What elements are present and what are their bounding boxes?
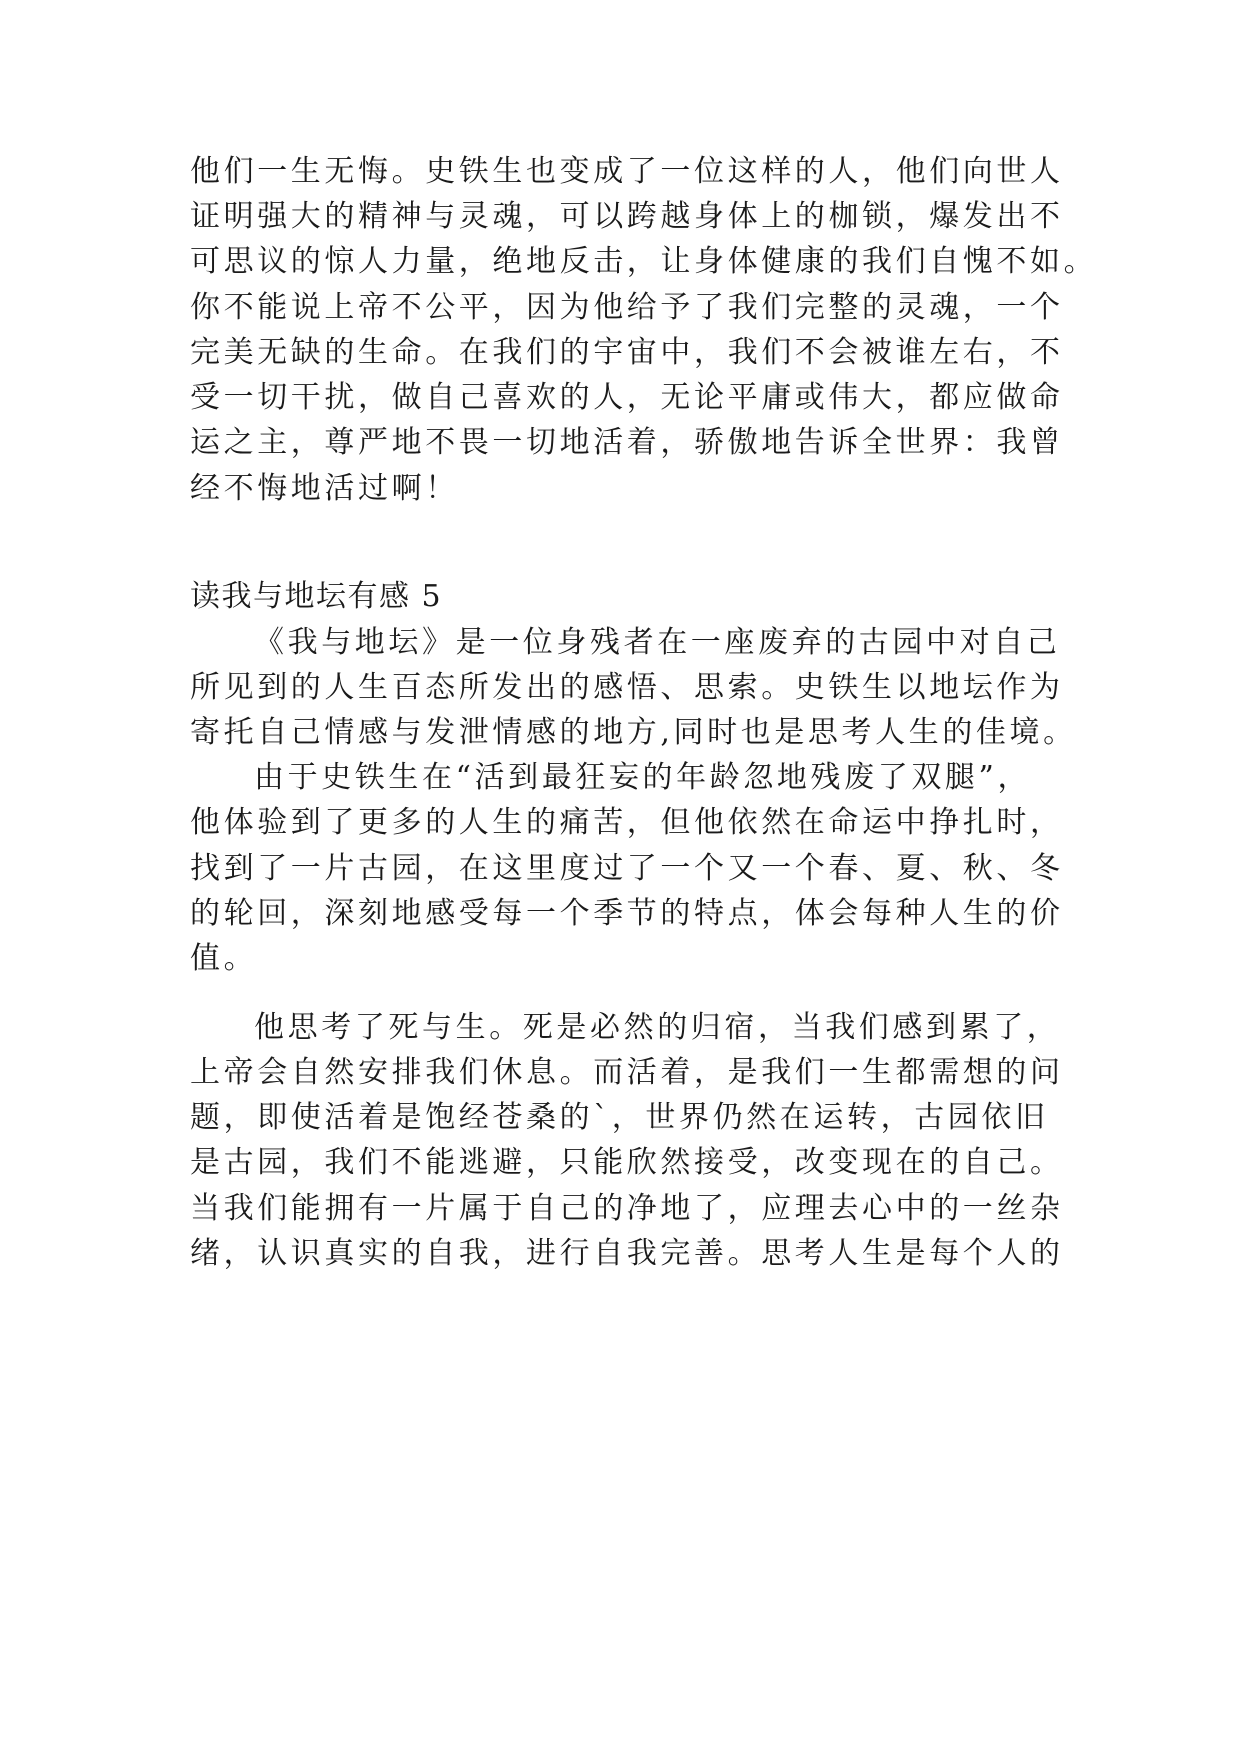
paragraph-line: 可思议的惊人力量，绝地反击，让身体健康的我们自愧不如。 (190, 244, 1098, 279)
section-heading: 读我与地坛有感 5 (190, 579, 443, 614)
paragraph-line: 他体验到了更多的人生的痛苦，但他依然在命运中挣扎时， (190, 805, 1064, 840)
paragraph-line: 值。 (190, 941, 258, 976)
paragraph-line: 证明强大的精神与灵魂，可以跨越身体上的枷锁，爆发出不 (190, 199, 1064, 234)
paragraph-line: 寄托自己情感与发泄情感的地方,同时也是思考人生的佳境。 (190, 715, 1077, 750)
paragraph-line: 上帝会自然安排我们休息。而活着，是我们一生都需想的问 (190, 1055, 1064, 1090)
paragraph-line: 受一切干扰，做自己喜欢的人，无论平庸或伟大，都应做命 (190, 380, 1064, 415)
paragraph-line: 所见到的人生百态所发出的感悟、思索。史铁生以地坛作为 (190, 670, 1064, 705)
paragraph-line: 他们一生无悔。史铁生也变成了一位这样的人，他们向世人 (190, 154, 1064, 189)
paragraph-line: 你不能说上帝不公平，因为他给予了我们完整的灵魂，一个 (190, 290, 1064, 325)
paragraph-line: 是古园，我们不能逃避，只能欣然接受，改变现在的自己。 (190, 1145, 1064, 1180)
paragraph-line: 完美无缺的生命。在我们的宇宙中，我们不会被谁左右，不 (190, 335, 1064, 370)
paragraph-line: 绪，认识真实的自我，进行自我完善。思考人生是每个人的 (190, 1236, 1064, 1271)
paragraph-line: 找到了一片古园，在这里度过了一个又一个春、夏、秋、冬 (190, 851, 1064, 886)
paragraph-line: 他思考了死与生。死是必然的归宿，当我们感到累了， (254, 1010, 1061, 1045)
paragraph-line: 的轮回，深刻地感受每一个季节的特点，体会每种人生的价 (190, 896, 1064, 931)
paragraph-line: 《我与地坛》是一位身残者在一座废弃的古园中对自己 (254, 625, 1061, 660)
paragraph-line: 题，即使活着是饱经苍桑的`，世界仍然在运转，古园依旧 (190, 1100, 1049, 1135)
paragraph-line: 经不悔地活过啊！ (190, 471, 459, 506)
paragraph-line: 当我们能拥有一片属于自己的净地了，应理去心中的一丝杂 (190, 1191, 1064, 1226)
paragraph-line: 由于史铁生在“活到最狂妄的年龄忽地残废了双腿”， (254, 760, 1032, 795)
paragraph-line: 运之主，尊严地不畏一切地活着，骄傲地告诉全世界：我曾 (190, 425, 1064, 460)
